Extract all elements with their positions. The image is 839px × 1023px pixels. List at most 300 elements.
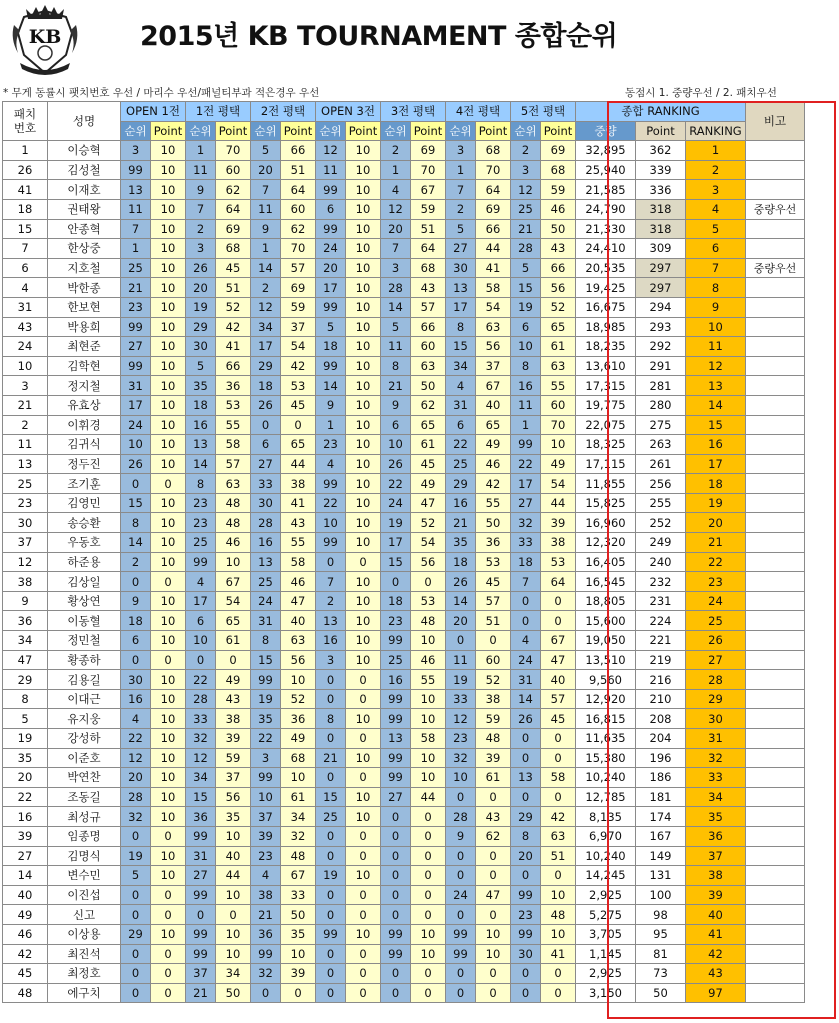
event-point-cell: 69 [541,141,576,161]
event-rank-cell: 9 [251,219,281,239]
total-point-cell: 231 [636,591,686,611]
event-point-cell: 68 [281,748,316,768]
table-row [3,650,805,670]
event-point-cell: 10 [411,709,446,729]
event-rank-cell: 20 [316,258,346,278]
event-point-cell: 49 [281,729,316,749]
event-rank-cell: 22 [511,454,541,474]
event-rank-cell: 31 [446,395,476,415]
table-row [3,905,805,925]
table-row [3,552,805,572]
event-rank-cell: 0 [381,846,411,866]
event-rank-cell: 1 [316,415,346,435]
event-point-cell: 0 [346,964,381,984]
table-row [3,709,805,729]
weight-cell: 12,785 [576,787,636,807]
event-point-cell: 10 [151,435,186,455]
event-rank-cell: 0 [316,905,346,925]
event-point-cell: 0 [411,885,446,905]
event-point-cell: 53 [281,376,316,396]
remark-cell [746,631,805,651]
event-rank-cell: 36 [251,924,281,944]
event-point-cell: 10 [346,180,381,200]
event-point-cell: 10 [541,885,576,905]
event-rank-cell: 21 [446,513,476,533]
remark-cell [746,846,805,866]
total-point-cell: 275 [636,415,686,435]
event-rank-cell: 20 [511,846,541,866]
event-point-cell: 48 [216,513,251,533]
event-point-cell: 0 [346,944,381,964]
table-row [3,533,805,553]
event-rank-cell: 25 [186,533,216,553]
event-rank-cell: 0 [316,983,346,1003]
event-rank-cell: 6 [381,415,411,435]
remark-cell [746,513,805,533]
name-cell: 황상연 [48,591,121,611]
table-row [3,885,805,905]
total-point-cell: 208 [636,709,686,729]
event-point-cell: 0 [541,983,576,1003]
event-point-cell: 41 [281,493,316,513]
weight-cell: 11,635 [576,729,636,749]
event-rank-cell: 14 [381,297,411,317]
event-point-cell: 55 [411,670,446,690]
remark-cell [746,180,805,200]
event-point-cell: 44 [476,239,511,259]
event-point-cell: 65 [216,611,251,631]
event-rank-cell: 28 [446,807,476,827]
event-rank-cell: 2 [251,278,281,298]
name-cell: 하준용 [48,552,121,572]
event-point-cell: 62 [216,180,251,200]
event-point-cell: 44 [541,493,576,513]
event-rank-cell: 22 [121,729,151,749]
event-rank-cell: 99 [381,944,411,964]
event-point-cell: 10 [541,435,576,455]
event-point-cell: 10 [151,493,186,513]
event-point-cell: 0 [541,591,576,611]
event-rank-cell: 26 [446,572,476,592]
event-header: OPEN 1전 [121,102,186,122]
event-point-cell: 45 [216,258,251,278]
remark-cell: 중량우선 [746,199,805,219]
event-rank-cell: 14 [251,258,281,278]
event-point-cell: 0 [541,964,576,984]
event-rank-cell: 23 [186,493,216,513]
event-rank-cell: 39 [251,826,281,846]
event-point-cell: 0 [151,885,186,905]
event-point-cell: 60 [216,160,251,180]
event-rank-cell: 11 [121,199,151,219]
name-cell: 이승혁 [48,141,121,161]
event-rank-cell: 0 [121,650,151,670]
event-rank-cell: 99 [251,670,281,690]
event-point-cell: 65 [411,415,446,435]
event-rank-cell: 11 [511,395,541,415]
patch-number-cell: 37 [3,533,48,553]
remark-cell [746,670,805,690]
remark-cell [746,924,805,944]
weight-cell: 12,320 [576,533,636,553]
final-rank-cell: 2 [686,160,746,180]
table-row [3,944,805,964]
event-rank-cell: 10 [251,787,281,807]
event-header: 2전 평택 [251,102,316,122]
event-point-cell: 40 [476,395,511,415]
weight-cell: 15,600 [576,611,636,631]
event-point-cell: 10 [151,199,186,219]
event-point-cell: 60 [541,395,576,415]
page-title: 2015년 KB TOURNAMENT 종합순위 [140,21,618,52]
event-point-cell: 49 [476,435,511,455]
table-row [3,631,805,651]
total-point-header: Point [636,121,686,141]
patch-number-cell: 8 [3,689,48,709]
event-point-cell: 51 [476,611,511,631]
final-rank-cell: 21 [686,533,746,553]
event-rank-cell: 30 [511,944,541,964]
event-point-cell: 10 [151,866,186,886]
event-rank-cell: 10 [381,435,411,455]
event-rank-cell: 37 [186,964,216,984]
event-point-cell: 54 [411,533,446,553]
remark-cell [746,748,805,768]
event-point-cell: 32 [281,826,316,846]
event-point-cell: 35 [216,807,251,827]
event-rank-cell: 34 [186,768,216,788]
event-rank-cell: 15 [316,787,346,807]
event-point-cell: 46 [281,572,316,592]
weight-cell: 19,425 [576,278,636,298]
event-point-cell: 45 [541,709,576,729]
event-rank-cell: 20 [186,278,216,298]
event-point-cell: 46 [216,533,251,553]
event-point-cell: 55 [216,415,251,435]
weight-cell: 18,325 [576,435,636,455]
patch-number-cell: 10 [3,356,48,376]
event-point-cell: 63 [281,631,316,651]
event-rank-cell: 99 [511,885,541,905]
patch-number-cell: 11 [3,435,48,455]
event-rank-cell: 16 [121,689,151,709]
remark-cell [746,591,805,611]
event-point-cell: 39 [476,748,511,768]
name-cell: 정지철 [48,376,121,396]
event-point-cell: 10 [346,337,381,357]
event-point-cell: 38 [216,709,251,729]
final-rank-cell: 41 [686,924,746,944]
event-point-cell: 70 [476,160,511,180]
table-row [3,395,805,415]
event-point-cell: 10 [151,552,186,572]
event-rank-cell: 0 [381,885,411,905]
event-rank-cell: 25 [511,199,541,219]
name-cell: 이상용 [48,924,121,944]
patch-number-cell: 5 [3,709,48,729]
event-rank-cell: 3 [186,239,216,259]
event-rank-cell: 7 [381,239,411,259]
final-rank-cell: 27 [686,650,746,670]
event-rank-cell: 17 [316,278,346,298]
event-point-cell: 10 [346,748,381,768]
event-rank-cell: 17 [186,591,216,611]
event-point-cell: 69 [476,199,511,219]
patch-number-cell: 35 [3,748,48,768]
weight-cell: 24,790 [576,199,636,219]
event-point-cell: 10 [151,219,186,239]
name-cell: 임종명 [48,826,121,846]
event-rank-cell: 0 [186,905,216,925]
event-rank-cell: 1 [121,239,151,259]
name-cell: 이재호 [48,180,121,200]
event-rank-cell: 5 [446,219,476,239]
event-point-cell: 66 [216,356,251,376]
remark-cell [746,709,805,729]
patch-number-cell: 25 [3,474,48,494]
event-point-cell: 10 [346,435,381,455]
event-rank-cell: 4 [316,454,346,474]
event-rank-cell: 26 [381,454,411,474]
table-row [3,924,805,944]
point-subheader: Point [151,121,186,141]
weight-cell: 13,610 [576,356,636,376]
table-row [3,376,805,396]
total-point-cell: 339 [636,160,686,180]
event-rank-cell: 25 [121,258,151,278]
name-cell: 유지웅 [48,709,121,729]
patch-number-cell: 2 [3,415,48,435]
event-point-cell: 55 [281,533,316,553]
final-rank-cell: 24 [686,591,746,611]
event-point-cell: 10 [216,924,251,944]
event-rank-cell: 8 [316,709,346,729]
event-point-cell: 50 [476,513,511,533]
event-point-cell: 10 [476,944,511,964]
event-point-cell: 10 [476,924,511,944]
event-point-cell: 10 [346,650,381,670]
event-rank-cell: 9 [316,395,346,415]
event-rank-cell: 99 [316,180,346,200]
event-rank-cell: 33 [511,533,541,553]
event-point-cell: 10 [216,944,251,964]
table-row [3,964,805,984]
event-rank-cell: 26 [511,709,541,729]
event-point-cell: 10 [151,415,186,435]
event-rank-cell: 2 [121,552,151,572]
event-point-cell: 38 [476,689,511,709]
event-rank-cell: 0 [121,572,151,592]
event-point-cell: 10 [346,631,381,651]
remark-cell [746,454,805,474]
event-rank-cell: 13 [121,180,151,200]
event-point-cell: 10 [151,395,186,415]
event-point-cell: 60 [281,199,316,219]
name-cell: 변수민 [48,866,121,886]
event-header: 3전 평택 [381,102,446,122]
final-rank-cell: 22 [686,552,746,572]
event-rank-cell: 2 [316,591,346,611]
table-row [3,278,805,298]
patch-number-cell: 34 [3,631,48,651]
event-rank-cell: 29 [251,356,281,376]
remark-cell [746,533,805,553]
event-point-cell: 59 [281,297,316,317]
event-rank-cell: 19 [381,513,411,533]
event-rank-cell: 3 [251,748,281,768]
event-point-cell: 0 [346,983,381,1003]
event-rank-cell: 0 [381,866,411,886]
event-rank-cell: 20 [121,768,151,788]
ranking-table [2,101,805,1003]
total-point-cell: 232 [636,572,686,592]
event-point-cell: 0 [476,905,511,925]
event-rank-cell: 0 [186,650,216,670]
name-cell: 신고 [48,905,121,925]
patch-number-cell: 30 [3,513,48,533]
event-rank-cell: 27 [186,866,216,886]
event-rank-cell: 24 [446,885,476,905]
event-rank-cell: 23 [381,611,411,631]
event-rank-cell: 4 [511,631,541,651]
event-rank-cell: 36 [186,807,216,827]
event-point-cell: 58 [411,729,446,749]
event-point-cell: 0 [476,631,511,651]
event-point-cell: 67 [281,866,316,886]
table-row [3,297,805,317]
event-rank-cell: 30 [446,258,476,278]
name-cell: 김성철 [48,160,121,180]
patch-number-cell: 16 [3,807,48,827]
event-rank-cell: 18 [251,376,281,396]
event-point-cell: 64 [216,199,251,219]
rank-subheader: 순위 [186,121,216,141]
event-point-cell: 64 [476,180,511,200]
event-rank-cell: 10 [511,337,541,357]
final-rank-cell: 17 [686,454,746,474]
event-rank-cell: 31 [511,670,541,690]
event-point-cell: 10 [346,356,381,376]
total-point-cell: 73 [636,964,686,984]
weight-cell: 16,815 [576,709,636,729]
remark-cell [746,905,805,925]
total-point-cell: 81 [636,944,686,964]
patch-number-cell: 22 [3,787,48,807]
table-row [3,866,805,886]
table-row [3,219,805,239]
patch-number-cell: 42 [3,944,48,964]
event-rank-cell: 8 [251,631,281,651]
event-point-cell: 0 [476,787,511,807]
remark-cell [746,356,805,376]
total-point-cell: 362 [636,141,686,161]
event-point-cell: 0 [411,905,446,925]
event-point-cell: 10 [346,513,381,533]
event-point-cell: 0 [151,650,186,670]
event-rank-cell: 0 [121,885,151,905]
name-cell: 박한종 [48,278,121,298]
point-subheader: Point [541,121,576,141]
event-rank-cell: 1 [381,160,411,180]
event-point-cell: 67 [476,376,511,396]
event-rank-cell: 8 [511,356,541,376]
event-rank-cell: 2 [186,219,216,239]
remark-cell [746,435,805,455]
event-point-cell: 69 [411,141,446,161]
remark-cell [746,552,805,572]
event-rank-cell: 22 [251,729,281,749]
event-rank-cell: 0 [446,983,476,1003]
event-point-cell: 68 [216,239,251,259]
table-row [3,670,805,690]
event-rank-cell: 0 [446,866,476,886]
total-point-cell: 240 [636,552,686,572]
table-row [3,513,805,533]
event-rank-cell: 16 [446,493,476,513]
event-point-cell: 66 [476,219,511,239]
event-point-cell: 10 [281,670,316,690]
total-point-cell: 263 [636,435,686,455]
event-point-cell: 0 [151,964,186,984]
table-row [3,787,805,807]
name-cell: 이휘경 [48,415,121,435]
event-point-cell: 63 [216,474,251,494]
table-row [3,846,805,866]
event-rank-cell: 5 [251,141,281,161]
remark-cell [746,983,805,1003]
event-point-cell: 10 [151,278,186,298]
total-point-cell: 174 [636,807,686,827]
event-point-cell: 0 [541,866,576,886]
weight-cell: 15,825 [576,493,636,513]
event-rank-cell: 19 [186,297,216,317]
event-rank-cell: 6 [446,415,476,435]
event-point-cell: 0 [411,826,446,846]
patch-number-cell: 24 [3,337,48,357]
final-rank-cell: 13 [686,376,746,396]
total-point-cell: 294 [636,297,686,317]
event-point-cell: 70 [411,160,446,180]
event-point-cell: 52 [216,297,251,317]
event-point-cell: 10 [346,258,381,278]
event-rank-cell: 33 [446,689,476,709]
remark-cell [746,729,805,749]
event-point-cell: 61 [281,787,316,807]
event-rank-cell: 21 [316,748,346,768]
event-rank-cell: 0 [316,729,346,749]
remark-cell [746,141,805,161]
event-rank-cell: 0 [121,826,151,846]
name-cell: 우동호 [48,533,121,553]
event-point-cell: 51 [216,278,251,298]
table-row [3,826,805,846]
event-rank-cell: 4 [186,572,216,592]
point-subheader: Point [216,121,251,141]
event-rank-cell: 27 [511,493,541,513]
weight-cell: 2,925 [576,964,636,984]
event-point-cell: 55 [541,376,576,396]
event-rank-cell: 2 [446,199,476,219]
event-rank-cell: 14 [446,591,476,611]
event-point-cell: 43 [541,239,576,259]
event-rank-cell: 99 [381,709,411,729]
event-point-cell: 10 [346,239,381,259]
event-point-cell: 63 [541,356,576,376]
weight-cell: 5,275 [576,905,636,925]
event-point-cell: 10 [411,631,446,651]
name-cell: 이대근 [48,689,121,709]
event-point-cell: 34 [216,964,251,984]
